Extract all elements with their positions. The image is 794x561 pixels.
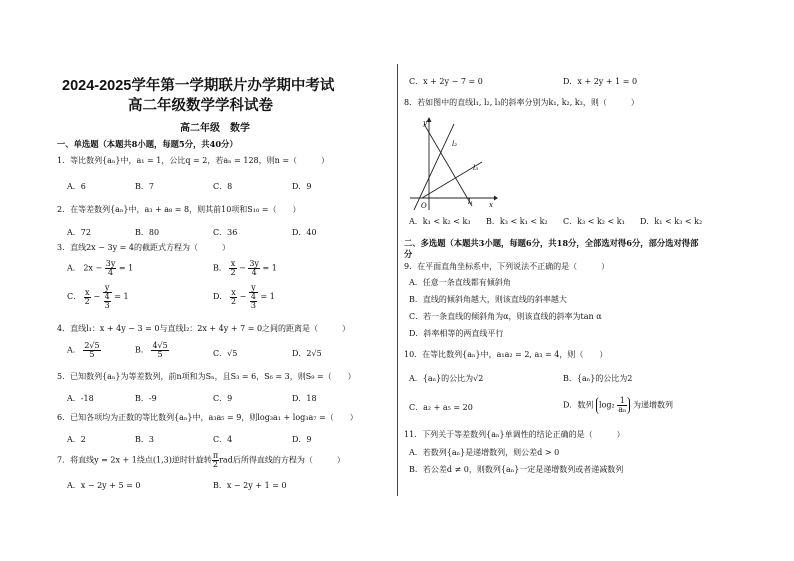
q3-option-b[interactable] [213, 260, 277, 277]
q4-option-c[interactable]: C．√5 [213, 349, 238, 358]
column-divider [397, 64, 398, 496]
q3-a-num: 3y [105, 259, 116, 268]
q3-b-frac1 [229, 260, 236, 277]
q3-c-mid: − [93, 292, 101, 301]
q1-option-c[interactable]: C．8 [213, 182, 233, 191]
q3-c-d1: 2 [84, 296, 90, 306]
q7-frac-num: π [212, 451, 219, 460]
q4-option-b[interactable] [135, 342, 169, 359]
q10-option-b[interactable]: B．{aₙ}的公比为2 [563, 374, 633, 383]
q1-option-d[interactable]: D．9 [292, 182, 312, 191]
q6-option-d[interactable]: D．9 [292, 435, 312, 444]
q3-b-mid: − [239, 263, 246, 273]
q3-c-den-compound [103, 293, 112, 310]
q8-option-b[interactable]: B．k₃ < k₁ < k₂ [486, 217, 548, 226]
q4-option-a[interactable] [67, 342, 101, 359]
q3-d-frac2 [249, 284, 258, 310]
q7-frac-den: 2 [212, 460, 219, 469]
section-single-choice-heading: 一、单选题（本题共8小题，每题5分，共40分） [57, 139, 238, 149]
q7-stem-pre: 7．将直线y = 2x + 1绕点(1,3)逆时针旋转 [57, 455, 212, 465]
q4-b-fraction [151, 342, 168, 359]
q3-c-frac2 [103, 284, 112, 310]
q4-b-den: 5 [157, 350, 163, 359]
q3-b-d1: 2 [230, 268, 236, 277]
exam-title: 2024-2025学年第一学期联片办学期中考试 [62, 78, 335, 94]
q9-option-c[interactable]: C．若一条直线的倾斜角为α，则该直线的斜率为tan α [409, 312, 602, 321]
q4-b-num: 4√5 [152, 341, 168, 350]
q3-c-inner-frac [104, 293, 111, 310]
q9-option-a[interactable]: A．任意一条直线都有倾斜角 [409, 278, 511, 287]
question-11-stem: 11．下列关于等差数列{aₙ}单调性的结论正确的是（ ） [404, 430, 625, 439]
q3-d-d2a: 4 [250, 292, 256, 301]
q3-b-post: = 1 [262, 263, 277, 273]
q5-option-a[interactable]: A．-18 [67, 394, 94, 403]
q8-option-d[interactable]: D．k₁ < k₃ < k₂ [640, 217, 703, 226]
q10-d-fraction [617, 397, 627, 414]
q3-b-frac2 [248, 260, 260, 277]
q7-stem-post: rad后所得直线的方程为（ ） [219, 455, 345, 465]
q4-a-label: A． [67, 345, 81, 355]
q5-option-d[interactable]: D．18 [292, 394, 317, 403]
q11-option-a[interactable]: A．若数列{aₙ}是递增数列，则公差d > 0 [409, 448, 560, 457]
line-l2 [414, 124, 454, 210]
q11-option-b[interactable]: B．若公差d ≠ 0，则数列{aₙ}一定是递增数列或者递减数列 [409, 465, 624, 474]
q3-a-post: = 1 [118, 263, 134, 273]
q8-line-figure [404, 114, 498, 212]
q10-d-post: 为递增数列 [633, 400, 673, 410]
q2-option-c[interactable]: C．36 [213, 228, 238, 237]
q3-option-a[interactable] [67, 260, 133, 277]
l1-label: l₁ [468, 198, 474, 206]
q3-c-post: = 1 [114, 292, 129, 301]
l3-label: l₃ [473, 164, 479, 172]
question-6-stem: 6．已知各项均为正数的等比数列{aₙ}中，a₃a₅ = 9，则log₃a₁ + log₃a₇ =（ ） [57, 413, 358, 422]
q10-d-log: log₂ [598, 400, 615, 410]
l2-label: l₂ [452, 140, 458, 148]
question-1-stem: 1．等比数列{aₙ}中，a₁ = 1，公比q = 2，若aₙ = 128，则n =（ ） [57, 156, 330, 165]
q3-a-label: A． [67, 263, 81, 273]
q10-d-braces [596, 397, 630, 414]
q6-option-c[interactable]: C．4 [213, 435, 233, 444]
q3-b-n2: 3y [249, 259, 259, 268]
q10-d-den: aₙ [618, 405, 627, 414]
q3-d-label: D． [213, 292, 228, 301]
q8-option-a[interactable]: A．k₁ < k₂ < k₃ [409, 217, 471, 226]
q3-a-pre: 2x − [83, 263, 103, 273]
q1-option-b[interactable]: B．7 [135, 182, 154, 191]
q3-b-label: B． [213, 263, 227, 273]
section-multi-choice-heading: 二、多选题（本题共3小题，每题6分，共18分，全部选对得6分，部分选对得部 [404, 238, 699, 248]
q7-option-d[interactable]: D．x + 2y + 1 = 0 [563, 77, 638, 86]
q3-b-d2: 4 [251, 268, 257, 277]
q4-a-den: 5 [89, 350, 95, 359]
q4-a-num: 2√5 [84, 341, 100, 350]
q5-option-c[interactable]: C．9 [213, 394, 233, 403]
q3-d-d1: 2 [230, 296, 237, 306]
q3-a-fraction [105, 260, 117, 277]
q3-d-den-compound [249, 293, 258, 310]
q3-c-n2: y [103, 284, 112, 293]
q10-d-num: 1 [617, 397, 627, 406]
q3-option-c[interactable] [67, 284, 129, 310]
q7-option-b[interactable]: B．x − 2y + 1 = 0 [213, 481, 287, 490]
q3-d-d2b: 3 [250, 301, 256, 310]
q3-c-label: C． [67, 292, 82, 301]
question-4-stem: 4．直线l₁：x + 4y − 3 = 0与直线l₂：2x + 4y + 7 = 0之间的距离是（ ） [57, 324, 351, 333]
q3-d-n1: x [231, 287, 236, 297]
question-9-stem: 9．在平面直角坐标系中，下列说法不正确的是（ ） [404, 262, 610, 271]
q3-d-inner-frac [250, 293, 257, 310]
exam-subtitle: 高二年级数学学科试卷 [128, 98, 273, 114]
y-label: y [423, 119, 427, 127]
q1-option-a[interactable]: A．6 [67, 182, 86, 191]
q2-option-d[interactable]: D．40 [292, 228, 317, 237]
q3-c-n1: x [84, 287, 90, 297]
q3-b-n1: x [230, 259, 236, 268]
q3-a-den: 4 [107, 268, 114, 277]
q10-option-d[interactable] [563, 397, 673, 414]
q10-option-a[interactable]: A．{aₙ}的公比为√2 [409, 374, 484, 383]
q9-option-d[interactable]: D．斜率相等的两直线平行 [409, 329, 504, 338]
q6-option-b[interactable]: B．3 [135, 435, 154, 444]
q3-d-mid: − [239, 292, 247, 301]
y-axis-arrow [427, 117, 432, 122]
q3-d-post: = 1 [260, 292, 275, 301]
q6-option-a[interactable]: A．2 [67, 435, 86, 444]
question-7-stem [57, 452, 345, 469]
q5-option-b[interactable]: B．-9 [135, 394, 157, 403]
q3-option-d[interactable] [213, 284, 275, 310]
question-5-stem: 5．已知数列{aₙ}为等差数列，前n项和为Sₙ，且S₃ = 6，S₆ = 3，则S₉ =（ ） [57, 372, 356, 381]
q9-option-b[interactable]: B．直线的倾斜角越大，则该直线的斜率越大 [409, 295, 567, 304]
question-8-stem: 8．若如图中的直线l₁, l₂, l₃的斜率分别为k₁, k₂, k₃，则（ ） [404, 98, 639, 107]
q10-d-pre: D．数列 [563, 400, 594, 410]
question-10-stem: 10．在等比数列{aₙ}中，a₁a₂ = 2, a₃ = 4，则（ ） [404, 350, 608, 359]
q4-b-label: B． [135, 345, 149, 355]
origin-label: O [421, 202, 427, 210]
q3-c-frac1 [84, 289, 91, 306]
q2-option-a[interactable]: A．72 [67, 228, 91, 237]
q4-option-d[interactable]: D．2√5 [292, 349, 322, 358]
q2-option-b[interactable]: B．80 [135, 228, 160, 237]
q3-d-frac1 [230, 289, 237, 306]
x-axis-arrow [494, 196, 498, 201]
question-3-stem: 3．直线2x − 3y = 4的截距式方程为（ ） [57, 243, 230, 252]
q7-option-a[interactable]: A．x − 2y + 5 = 0 [67, 481, 141, 490]
q8-option-c[interactable]: C．k₃ < k₂ < k₁ [563, 217, 625, 226]
section-multi-choice-heading-cont: 分 [404, 249, 413, 259]
x-label: x [489, 201, 493, 209]
q3-c-d2a: 4 [104, 292, 110, 301]
q4-a-fraction [83, 342, 100, 359]
q7-option-c[interactable]: C．x + 2y − 7 = 0 [409, 77, 483, 86]
grade-subject: 高二年级 数学 [180, 123, 250, 134]
q3-d-n2: y [249, 284, 258, 293]
q10-option-c[interactable]: C．a₂ + a₅ = 20 [409, 403, 473, 412]
question-2-stem: 2．在等差数列{aₙ}中，a₃ + a₈ = 8，则其前10项和S₁₀ =（ ） [57, 205, 301, 214]
q3-c-d2b: 3 [104, 301, 110, 310]
